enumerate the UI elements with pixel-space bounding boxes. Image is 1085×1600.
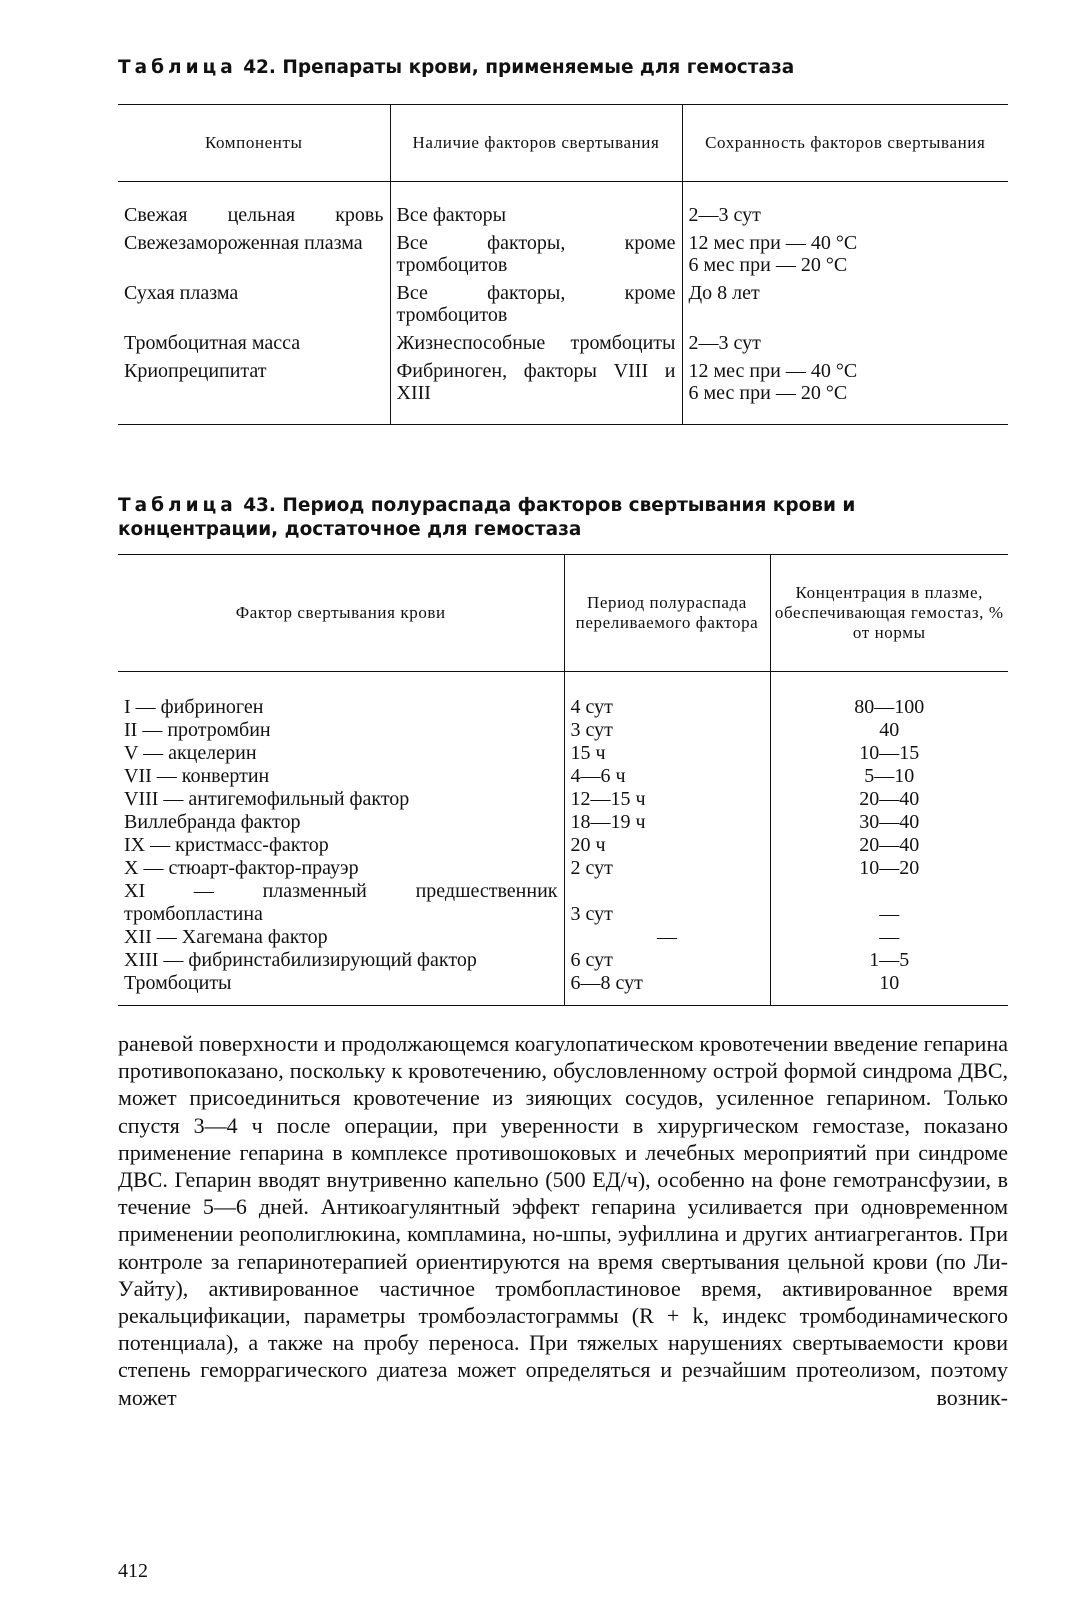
table-cell: 15 ч	[564, 742, 770, 765]
table-42-header-components: Компоненты	[118, 105, 390, 182]
table-42-header-row	[118, 105, 1008, 182]
table-cell: Криопреципитат	[124, 360, 267, 382]
table-cell: Все факторы, кроме тромбоцитов	[390, 282, 682, 332]
table-cell: XI — плазменный предшественник тромбопластина	[124, 880, 558, 925]
table-row	[118, 949, 1008, 972]
table-cell: 6 сут	[564, 949, 770, 972]
table-cell: 18—19 ч	[564, 811, 770, 834]
table-cell: 4 сут	[564, 672, 770, 720]
table-cell: 12 мес при — 40 °С 6 мес при — 20 °С	[682, 232, 1008, 282]
table-42-caption-label: Таблица	[118, 57, 237, 78]
table-cell: VIII — антигемофильный фактор	[124, 788, 410, 810]
table-row	[118, 811, 1008, 834]
table-42-caption-title: Препараты крови, применяемые для гемостаза	[282, 57, 795, 78]
table-cell: 3 сут	[564, 880, 770, 926]
table-cell: 2—3 сут	[682, 332, 1008, 360]
table-row	[118, 972, 1008, 1006]
table-cell: V — акцелерин	[124, 742, 257, 764]
table-cell: 20—40	[770, 834, 1008, 857]
table-row	[118, 332, 1008, 360]
table-cell: Все факторы	[390, 182, 682, 233]
table-42-caption-number: 42.	[243, 57, 276, 78]
table-row	[118, 232, 1008, 282]
table-cell: 4—6 ч	[564, 765, 770, 788]
table-cell: II — протромбин	[124, 719, 271, 741]
table-cell: Жизнеспособные тромбоциты	[390, 332, 682, 360]
table-row	[118, 672, 1008, 720]
table-row	[118, 742, 1008, 765]
table-cell: 30—40	[770, 811, 1008, 834]
table-cell: 6—8 сут	[564, 972, 770, 1006]
table-cell: —	[770, 926, 1008, 949]
table-cell: 40	[770, 719, 1008, 742]
table-row	[118, 834, 1008, 857]
table-43-caption-title: Период полураспада факторов свертывания крови и концентрации, достаточное для гемостаза	[118, 495, 856, 540]
table-cell: XIII — фибринстабилизирующий фактор	[124, 949, 477, 971]
table-cell: 10	[770, 972, 1008, 1006]
table-cell: VII — конвертин	[124, 765, 270, 787]
table-cell: 3 сут	[564, 719, 770, 742]
table-cell: XII — Хагемана фактор	[124, 926, 328, 948]
table-cell: I — фибриноген	[124, 696, 264, 718]
table-43	[118, 554, 1008, 1006]
table-cell: 12 мес при — 40 °С 6 мес при — 20 °С	[682, 360, 1008, 425]
table-cell: Все факторы, кроме тромбоцитов	[390, 232, 682, 282]
table-row	[118, 719, 1008, 742]
table-cell: 12—15 ч	[564, 788, 770, 811]
table-cell: Свежезамороженная плазма	[124, 232, 363, 254]
table-cell: —	[770, 880, 1008, 926]
table-row	[118, 788, 1008, 811]
table-cell: 1—5	[770, 949, 1008, 972]
table-cell: 2—3 сут	[682, 182, 1008, 233]
table-42-caption	[118, 56, 1008, 80]
table-row	[118, 857, 1008, 880]
table-row	[118, 880, 1008, 926]
table-42-header-factors-preservation: Сохранность факторов свертывания	[682, 105, 1008, 182]
table-cell: X — стюарт-фактор-прауэр	[124, 857, 359, 879]
table-row	[118, 360, 1008, 425]
table-42	[118, 104, 1008, 425]
table-row	[118, 926, 1008, 949]
table-cell: До 8 лет	[682, 282, 1008, 332]
table-cell: —	[564, 926, 770, 949]
table-row	[118, 765, 1008, 788]
table-43-caption	[118, 494, 1008, 542]
table-cell: Фибриноген, факторы VIII и XIII	[390, 360, 682, 425]
table-cell: Сухая плазма	[124, 282, 239, 304]
table-42-header-factors-presence: Наличие факторов свертывания	[390, 105, 682, 182]
table-cell: 20—40	[770, 788, 1008, 811]
table-cell: IX — кристмасс-фактор	[124, 834, 329, 856]
table-row	[118, 182, 1008, 233]
table-cell: 10—20	[770, 857, 1008, 880]
table-cell: 2 сут	[564, 857, 770, 880]
table-row	[118, 282, 1008, 332]
table-cell: 5—10	[770, 765, 1008, 788]
table-cell: 10—15	[770, 742, 1008, 765]
table-cell: Тромбоцитная масса	[124, 332, 301, 354]
table-cell: Тромбоциты	[124, 972, 232, 994]
table-43-header-half-life: Период полураспада переливаемого фактора	[564, 555, 770, 672]
table-43-caption-label: Таблица	[118, 495, 237, 516]
table-43-header-row	[118, 555, 1008, 672]
table-cell: Свежая цельная кровь	[124, 204, 384, 226]
body-paragraph: раневой поверхности и продолжающемся коагулопатическом кровотечении введение гепарина противопоказано, поскольку к кровотечению, обусловленному острой формой синдрома ДВС, может присоединиться кровотечение из зияющих сосудов, усиленное гепарином. Только спустя 3—4 ч после операции, при уверенности в хирургическом гемостазе, показано применение гепарина в комплексе противошоковых и лечебных мероприятий при синдроме ДВС. Гепарин вводят внутривенно капельно (500 ЕД/ч), особенно на фоне гемотрансфузии, в течение 5—6 дней. Антикоагулянтный эффект гепарина усиливается при одновременном применении реополиглюкина, компламина, но-шпы, эуфиллина и других антиагрегантов. При контроле за гепаринотерапией ориентируются на время свертывания цельной крови (по Ли-Уайту), активированное частичное тромбопластиновое время, активированное время рекальцификации, параметры тромбоэластограммы (R + k, индекс тромбодинамического потенциала), а также на пробу переноса. При тяжелых нарушениях свертываемости крови степень геморрагического диатеза может определяться и резчайшим протеолизом, поэтому может возник-	[118, 1031, 1008, 1410]
table-43-header-factor: Фактор свертывания крови	[118, 555, 564, 672]
page-number: 412	[118, 1560, 148, 1582]
table-cell: Виллебранда фактор	[124, 811, 301, 833]
table-43-header-concentration: Концентрация в плазме, обеспечивающая гемостаз, % от нормы	[770, 555, 1008, 672]
table-43-caption-number: 43.	[243, 495, 276, 516]
table-cell: 80—100	[770, 672, 1008, 720]
table-cell: 20 ч	[564, 834, 770, 857]
